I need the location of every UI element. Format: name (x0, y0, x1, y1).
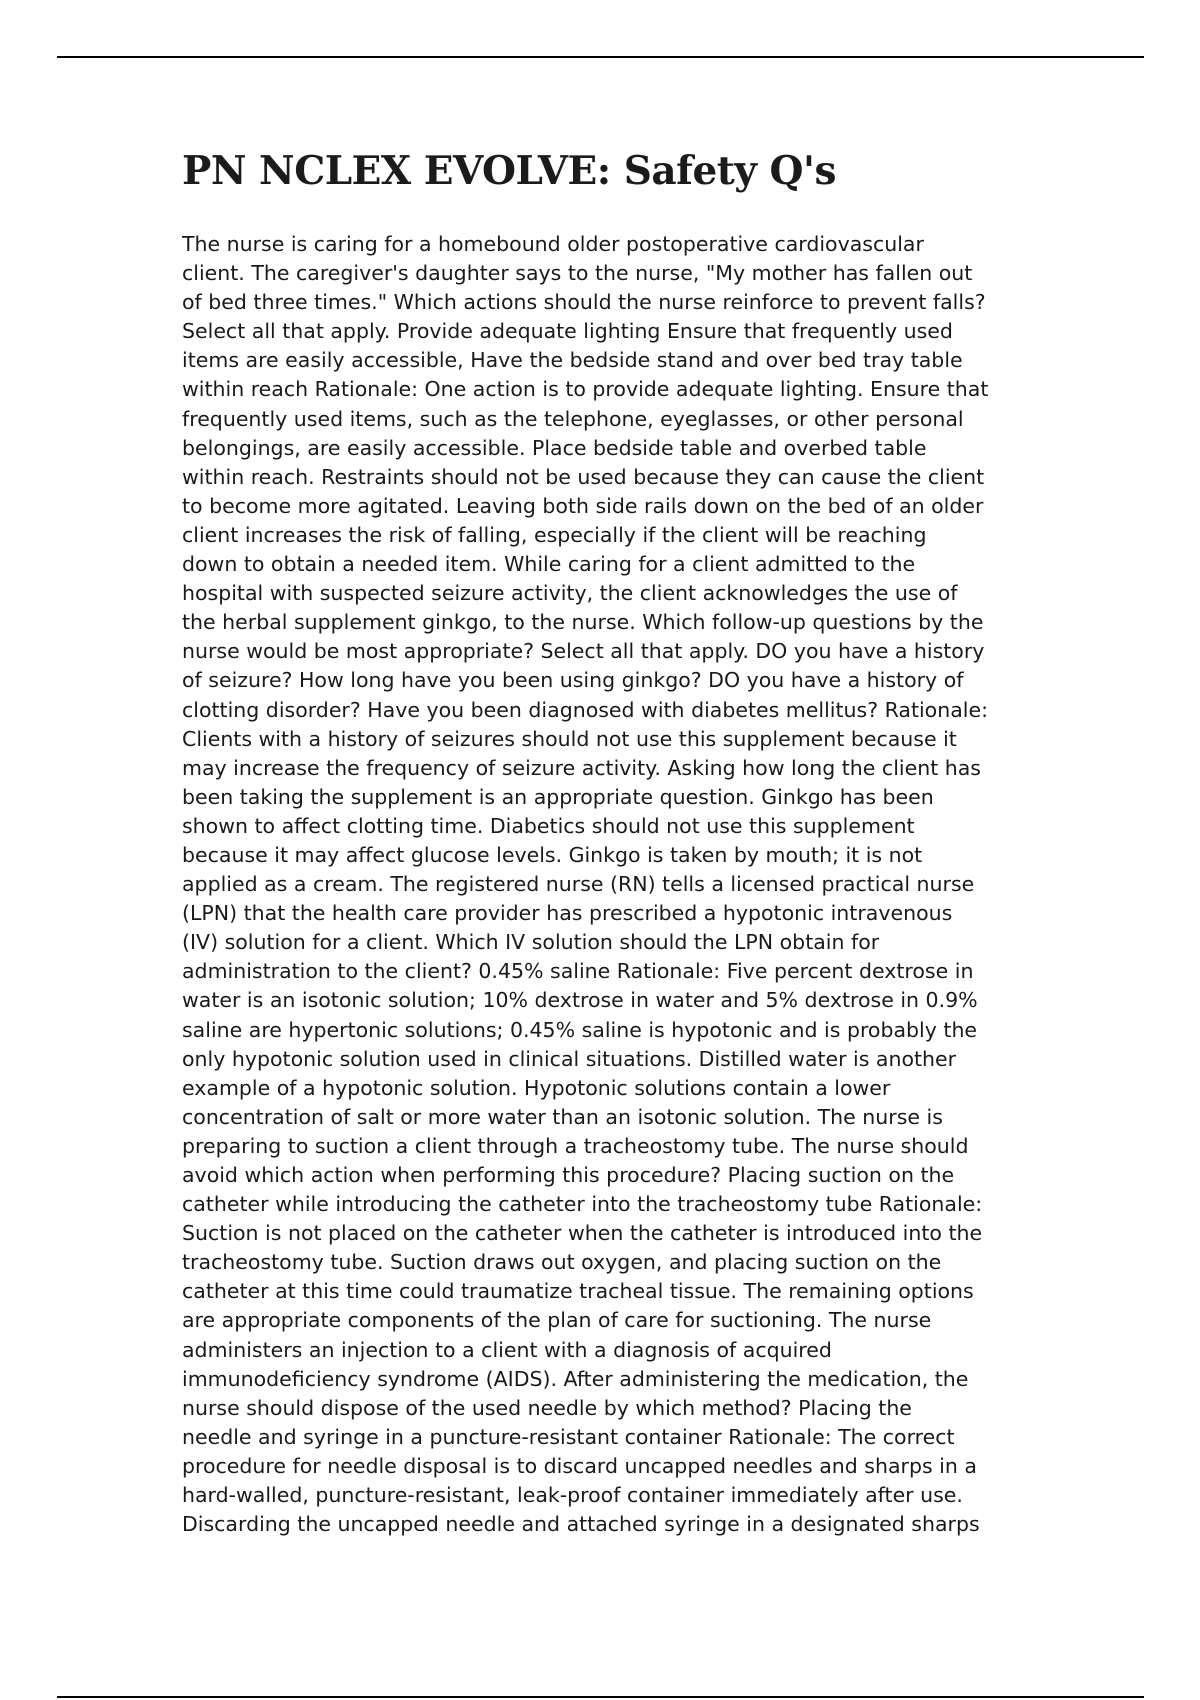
body-text-line: the herbal supplement ginkgo, to the nurse. Which follow-up questions by the (182, 610, 984, 635)
body-text-line: administration to the client? 0.45% saline Rationale: Five percent dextrose in (182, 959, 974, 984)
body-text-line: Clients with a history of seizures should not use this supplement because it (182, 726, 957, 751)
body-text-line: saline are hypertonic solutions; 0.45% saline is hypotonic and is probably the (182, 1017, 978, 1042)
body-text-line: items are easily accessible, Have the bedside stand and over bed tray table (182, 348, 963, 373)
bottom-divider (57, 1696, 1144, 1698)
top-divider (57, 56, 1144, 58)
body-text-line: shown to affect clotting time. Diabetics should not use this supplement (182, 813, 915, 838)
body-text-line: belongings, are easily accessible. Place bedside table and overbed table (182, 435, 927, 460)
body-text-line: because it may affect glucose levels. Ginkgo is taken by mouth; it is not (182, 842, 923, 867)
body-text-line: only hypotonic solution used in clinical situations. Distilled water is another (182, 1046, 957, 1071)
page-title: PN NCLEX EVOLVE: Safety Q's (182, 148, 836, 194)
body-text-line: may increase the frequency of seizure activity. Asking how long the client has (182, 755, 981, 780)
body-text-line: frequently used items, such as the telephone, eyeglasses, or other personal (182, 406, 964, 431)
body-text-line: within reach. Restraints should not be used because they can cause the client (182, 464, 985, 489)
body-text-line: (LPN) that the health care provider has prescribed a hypotonic intravenous (182, 901, 953, 926)
body-text-line: been taking the supplement is an appropriate question. Ginkgo has been (182, 784, 934, 809)
body-text-line: of seizure? How long have you been using ginkgo? DO you have a history of (182, 668, 964, 693)
body-text-line: water is an isotonic solution; 10% dextrose in water and 5% dextrose in 0.9% (182, 988, 978, 1013)
body-text-line: client. The caregiver's daughter says to the nurse, "My mother has fallen out (182, 261, 973, 286)
body-text-line: (IV) solution for a client. Which IV solution should the LPN obtain for (182, 930, 880, 955)
body-text-line: of bed three times." Which actions should the nurse reinforce to prevent falls? (182, 290, 986, 315)
body-text-line: Select all that apply. Provide adequate lighting Ensure that frequently used (182, 319, 953, 344)
body-text-line: The nurse is caring for a homebound older postoperative cardiovascular (182, 232, 924, 256)
body-text-line: tracheostomy tube. Suction draws out oxygen, and placing suction on the (182, 1250, 942, 1275)
body-text-line: applied as a cream. The registered nurse (RN) tells a licensed practical nurse (182, 872, 975, 897)
body-text-line: catheter while introducing the catheter into the tracheostomy tube Rationale: (182, 1192, 983, 1217)
body-text-line: preparing to suction a client through a tracheostomy tube. The nurse should (182, 1133, 969, 1158)
body-text-line: hard-walled, puncture-resistant, leak-proof container immediately after use. (182, 1483, 963, 1508)
body-text-line: administers an injection to a client with a diagnosis of acquired (182, 1337, 832, 1362)
document-body (182, 230, 1062, 1539)
body-text-line: clotting disorder? Have you been diagnosed with diabetes mellitus? Rationale: (182, 697, 988, 722)
body-text-line: nurse would be most appropriate? Select all that apply. DO you have a history (182, 639, 985, 664)
body-text-line: needle and syringe in a puncture-resistant container Rationale: The correct (182, 1424, 955, 1449)
body-text-line: concentration of salt or more water than an isotonic solution. The nurse is (182, 1104, 943, 1129)
body-text-line: are appropriate components of the plan of care for suctioning. The nurse (182, 1308, 932, 1333)
body-text-line: nurse should dispose of the used needle by which method? Placing the (182, 1395, 912, 1420)
body-text-line: to become more agitated. Leaving both side rails down on the bed of an older (182, 493, 984, 518)
body-text-line: Discarding the uncapped needle and attached syringe in a designated sharps (182, 1512, 980, 1537)
body-text-line: client increases the risk of falling, especially if the client will be reaching (182, 522, 927, 547)
body-text-line: avoid which action when performing this procedure? Placing suction on the (182, 1163, 955, 1187)
body-text-line: Suction is not placed on the catheter when the catheter is introduced into the (182, 1221, 983, 1246)
body-text-line: procedure for needle disposal is to discard uncapped needles and sharps in a (182, 1453, 977, 1478)
body-text-line: down to obtain a needed item. While caring for a client admitted to the (182, 552, 916, 577)
body-text-line: example of a hypotonic solution. Hypotonic solutions contain a lower (182, 1075, 891, 1100)
body-text-line: catheter at this time could traumatize tracheal tissue. The remaining options (182, 1279, 974, 1304)
document-content (182, 143, 1062, 1539)
body-text-line: immunodeficiency syndrome (AIDS). After administering the medication, the (182, 1366, 969, 1391)
body-text-line: within reach Rationale: One action is to provide adequate lighting. Ensure that (182, 377, 989, 402)
body-text-line: hospital with suspected seizure activity, the client acknowledges the use of (182, 581, 958, 606)
